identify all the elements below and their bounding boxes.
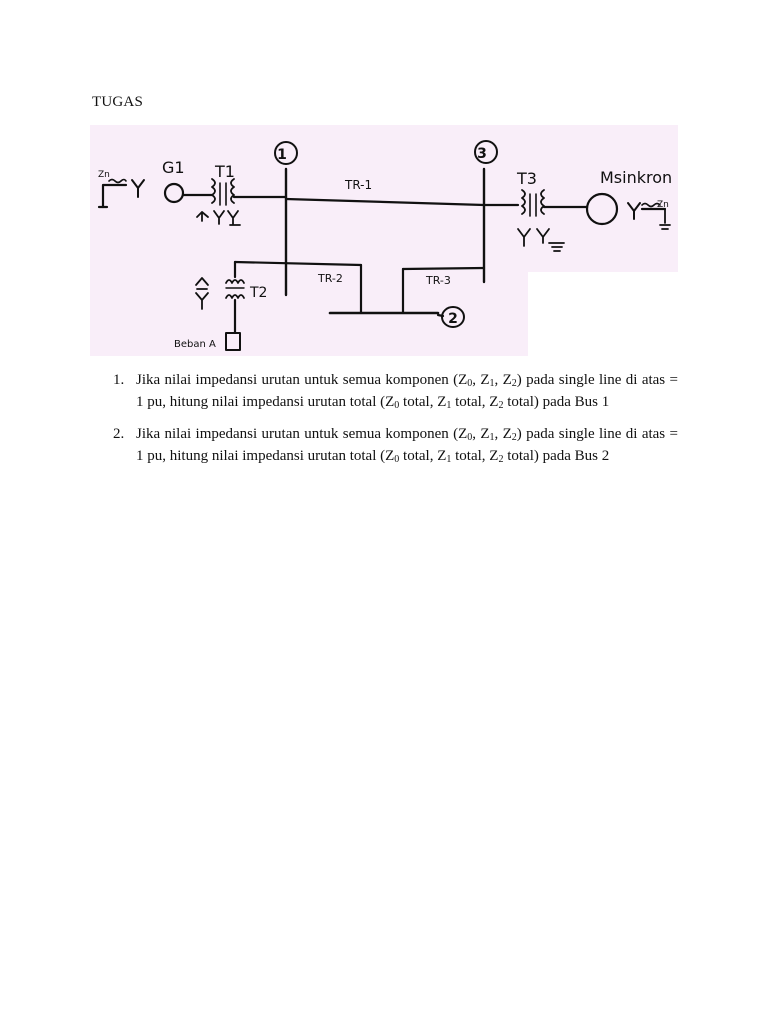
bus-3-label: 3 xyxy=(477,146,487,162)
question-text: Jika nilai impedansi urutan untuk semua komponen ($Z_0$, $Z_1$, $Z_2$) pada single line di atas = 1 pu, hitung nilai impedansi urutan total ($Z_0$ total, $Z_1$ total, $Z_2$ total) pada Bus 1 xyxy=(136,372,678,411)
generator-g1-label: G1 xyxy=(162,158,185,177)
line-tr1-label: TR-1 xyxy=(345,178,373,192)
question-number: 1. xyxy=(113,372,125,388)
line-tr3 xyxy=(403,268,484,269)
motor-ground-label: Zn xyxy=(657,200,669,210)
single-line-diagram-svg xyxy=(90,125,678,356)
line-tr3-label: TR-3 xyxy=(426,274,451,287)
motor-label: Msinkron xyxy=(600,168,673,187)
single-line-diagram xyxy=(90,125,678,356)
transformer-t2-label: T2 xyxy=(250,285,268,301)
transformer-t3-label: T3 xyxy=(517,169,537,188)
question-text: Jika nilai impedansi urutan untuk semua komponen ($Z_0$, $Z_1$, $Z_2$) pada single line di atas = 1 pu, hitung nilai impedansi urutan total ($Z_0$ total, $Z_1$ total, $Z_2$ total) pada Bus 2 xyxy=(136,426,678,465)
question-item xyxy=(113,369,678,413)
page-title: TUGAS xyxy=(92,94,144,110)
line-tr2-label: TR-2 xyxy=(318,272,343,285)
bus-1-label: 1 xyxy=(277,147,287,163)
question-list xyxy=(113,369,678,477)
transformer-t1-label: T1 xyxy=(215,162,235,181)
load-a-label: Beban A xyxy=(174,339,216,350)
question-item xyxy=(113,423,678,467)
generator-ground-label: Zn xyxy=(98,170,110,180)
bus-2-label: 2 xyxy=(448,311,458,327)
question-number: 2. xyxy=(113,426,125,442)
